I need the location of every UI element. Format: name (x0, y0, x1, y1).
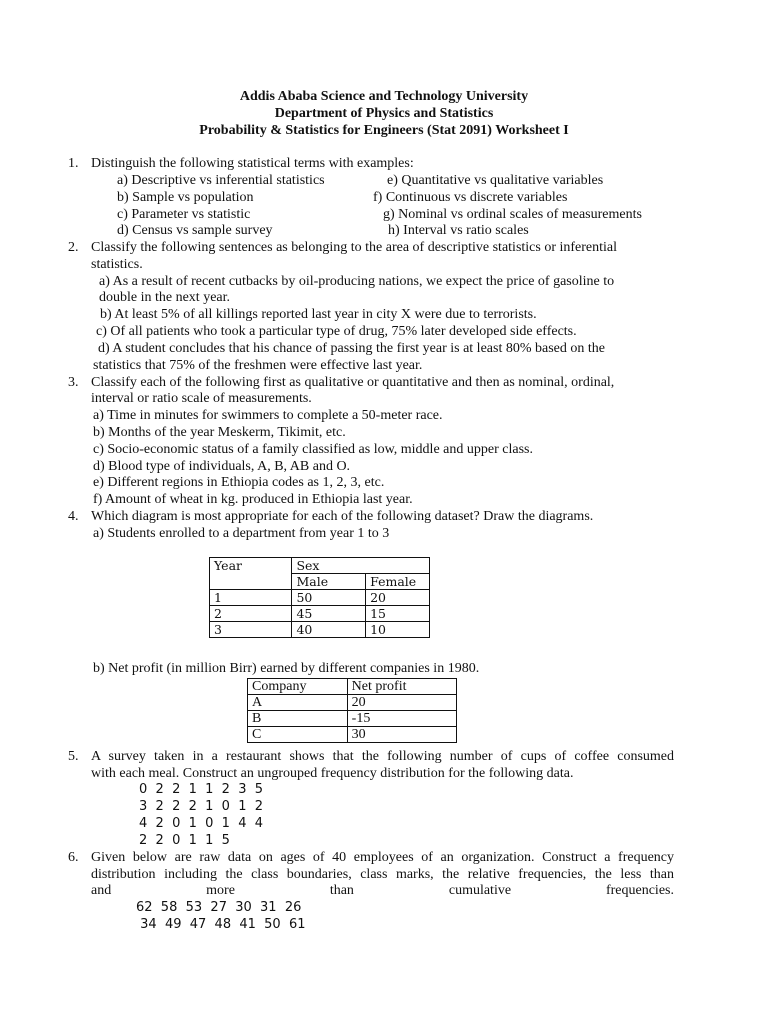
item-d: d) Blood type of individuals, A, B, AB and O. (93, 459, 351, 474)
cell-male: 50 (292, 590, 366, 606)
header-year: Year (210, 558, 292, 590)
sentence-d-cont: statistics that 75% of the freshmen were effective last year. (93, 358, 423, 373)
cell-year: 2 (210, 606, 292, 622)
question-text: Classify each of the following first as qualitative or quantitative and then as nominal, ordinal, (91, 375, 615, 390)
sentence-d: d) A student concludes that his chance of passing the first year is at least 80% based on the (98, 341, 605, 356)
data-row: 2 2 0 1 1 5 (139, 833, 230, 848)
question-number: 2. (68, 240, 79, 255)
question-text-cont: interval or ratio scale of measurements. (91, 391, 312, 406)
question-number: 1. (68, 156, 79, 171)
cell-company: A (248, 695, 348, 711)
item-f: f) Amount of wheat in kg. produced in Ethiopia last year. (93, 492, 413, 507)
university-title: Addis Ababa Science and Technology University (239, 89, 529, 104)
enrollment-table (209, 557, 430, 638)
question-text-cont: statistics. (91, 257, 143, 272)
header-sex: Sex (292, 558, 430, 574)
data-row: 3 2 2 2 1 0 1 2 (139, 799, 264, 814)
cell-year: 1 (210, 590, 292, 606)
question-text-cont: with each meal. Construct an ungrouped frequency distribution for the following data. (91, 766, 574, 781)
cell-female: 20 (366, 590, 430, 606)
question-number: 6. (68, 850, 79, 865)
department-title: Department of Physics and Statistics (274, 106, 494, 121)
question-number: 3. (68, 375, 79, 390)
header-female: Female (366, 574, 430, 590)
cell-female: 15 (366, 606, 430, 622)
term-pair-d: d) Census vs sample survey (117, 223, 273, 238)
item-b: b) Months of the year Meskerm, Tikimit, etc. (93, 425, 346, 440)
item-c: c) Socio-economic status of a family classified as low, middle and upper class. (93, 442, 533, 457)
question-text-cont: distribution including the class boundaries, class marks, the relative frequencies, the less than (91, 867, 674, 882)
header-company: Company (248, 679, 348, 695)
cell-male: 40 (292, 622, 366, 638)
cell-profit: -15 (347, 711, 456, 727)
sentence-a-cont: double in the next year. (99, 290, 231, 305)
sentence-a: a) As a result of recent cutbacks by oil-producing nations, we expect the price of gasoline to (99, 274, 615, 289)
cell-profit: 30 (347, 727, 456, 743)
table-row (210, 606, 430, 622)
item-e: e) Different regions in Ethiopia codes as 1, 2, 3, etc. (93, 475, 385, 490)
cell-female: 10 (366, 622, 430, 638)
cell-company: B (248, 711, 348, 727)
question-number: 5. (68, 749, 79, 764)
sentence-b: b) At least 5% of all killings reported last year in city X were due to terrorists. (100, 307, 537, 322)
term-pair-e: e) Quantitative vs qualitative variables (387, 173, 604, 188)
data-row: 62 58 53 27 30 31 26 (136, 900, 302, 915)
question-text: Classify the following sentences as belonging to the area of descriptive statistics or inferential (91, 240, 618, 255)
sentence-c: c) Of all patients who took a particular type of drug, 75% later developed side effects. (96, 324, 577, 339)
header-male: Male (292, 574, 366, 590)
question-text: A survey taken in a restaurant shows that the following number of cups of coffee consumed (91, 749, 674, 764)
part-b: b) Net profit (in million Birr) earned by different companies in 1980. (93, 661, 480, 676)
question-text: Which diagram is most appropriate for each of the following dataset? Draw the diagrams. (91, 509, 594, 524)
question-text-cont-2: and more than cumulative frequencies. (91, 883, 674, 898)
header-net-profit: Net profit (347, 679, 456, 695)
term-pair-b: b) Sample vs population (117, 190, 254, 205)
cell-male: 45 (292, 606, 366, 622)
table-row (210, 622, 430, 638)
question-number: 4. (68, 509, 79, 524)
term-pair-c: c) Parameter vs statistic (117, 207, 251, 222)
table-row (248, 727, 457, 743)
term-pair-h: h) Interval vs ratio scales (388, 223, 529, 238)
question-text: Distinguish the following statistical terms with examples: (91, 156, 414, 171)
table-row (248, 711, 457, 727)
worksheet-title: Probability & Statistics for Engineers (Stat 2091) Worksheet I (199, 123, 569, 138)
data-row: 0 2 2 1 1 2 3 5 (139, 782, 264, 797)
question-text: Given below are raw data on ages of 40 employees of an organization. Construct a frequency (91, 850, 674, 865)
term-pair-f: f) Continuous vs discrete variables (373, 190, 568, 205)
table-row (248, 695, 457, 711)
cell-profit: 20 (347, 695, 456, 711)
data-row: 34 49 47 48 41 50 61 (136, 917, 306, 932)
cell-company: C (248, 727, 348, 743)
cell-year: 3 (210, 622, 292, 638)
data-row: 4 2 0 1 0 1 4 4 (139, 816, 264, 831)
term-pair-a: a) Descriptive vs inferential statistics (117, 173, 325, 188)
table-row (210, 590, 430, 606)
item-a: a) Time in minutes for swimmers to complete a 50-meter race. (93, 408, 443, 423)
part-a: a) Students enrolled to a department from year 1 to 3 (93, 526, 390, 541)
term-pair-g: g) Nominal vs ordinal scales of measurements (383, 207, 642, 222)
net-profit-table (247, 678, 457, 743)
